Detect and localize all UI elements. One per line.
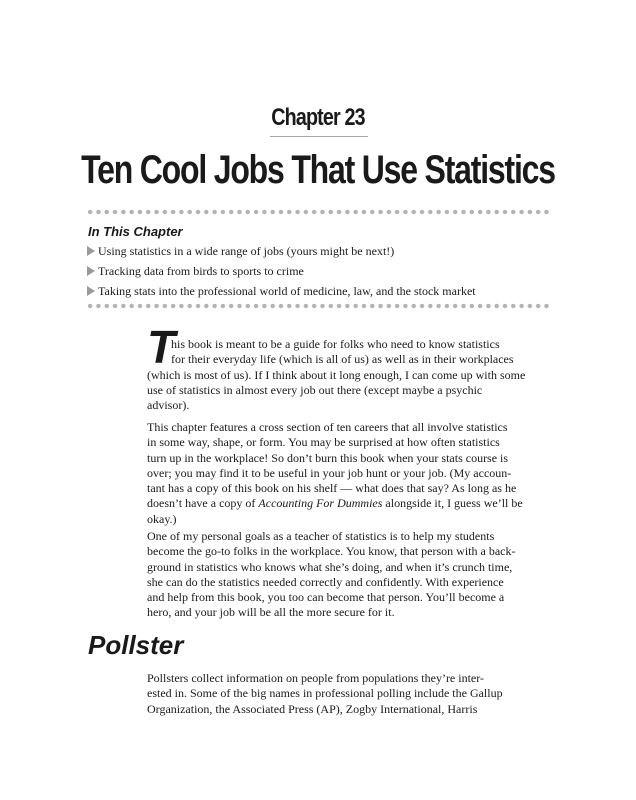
chapter-label: Chapter 23 — [271, 104, 365, 131]
triangle-bullet-icon — [87, 266, 95, 276]
in-this-chapter-heading: In This Chapter — [88, 224, 183, 239]
intro-paragraph-3 — [147, 529, 552, 621]
pollster-paragraph — [147, 671, 552, 717]
text-line: turn up in the workplace! So don’t burn this book when your stats course is — [147, 450, 509, 465]
triangle-bullet-icon — [87, 246, 95, 256]
book-title-italic: Accounting For Dummies — [258, 496, 383, 511]
text-line: ground in statistics who knows what she’s doing, and when it’s crunch time, — [147, 559, 513, 574]
list-item — [87, 281, 476, 301]
text-line: This chapter features a cross section of ten careers that all involve statistics — [147, 420, 508, 434]
text-line — [147, 496, 552, 511]
text-line: tant has a copy of this book on his shelf — what does that say? As long as he — [147, 481, 517, 496]
bullet-text: Using statistics in a wide range of jobs (yours might be next!) — [98, 244, 395, 258]
chapter-underline — [270, 136, 368, 137]
list-item — [87, 261, 476, 281]
bullet-text: Tracking data from birds to sports to crime — [98, 264, 304, 278]
dotted-divider-top — [86, 209, 552, 215]
text-line: ested in. Some of the big names in professional polling include the Gallup — [147, 686, 503, 701]
text-line: in some way, shape, or form. You may be surprised at how often statistics — [147, 435, 500, 450]
text-line: Organization, the Associated Press (AP), Zogby International, Harris — [147, 701, 478, 716]
intro-paragraph-2 — [147, 420, 552, 527]
text-line: hero, and your job will be all the more secure for it. — [147, 605, 395, 620]
chapter-title: Ten Cool Jobs That Use Statistics — [81, 148, 555, 192]
bullet-text: Taking stats into the professional world of medicine, law, and the stock market — [98, 284, 476, 298]
triangle-bullet-icon — [87, 286, 95, 296]
text-line: become the go-to folks in the workplace. You know, that person with a back- — [147, 544, 516, 559]
intro-paragraph-1 — [147, 337, 552, 413]
text-line: his book is meant to be a guide for folks who need to know statistics — [171, 337, 500, 351]
chapter-bullet-list — [87, 241, 476, 301]
text-line: she can do the statistics needed correctly and confidently. With experience — [147, 574, 504, 589]
text-line: Pollsters collect information on people from populations they’re inter- — [147, 671, 485, 685]
text-run: doesn’t have a copy of — [147, 496, 259, 511]
text-line: One of my personal goals as a teacher of statistics is to help my students — [147, 529, 495, 543]
text-line: over; you may find it to be useful in your job hunt or your job. (My accoun- — [147, 465, 512, 480]
text-run: alongside it, I guess we’ll be — [382, 496, 523, 511]
section-heading-pollster: Pollster — [88, 630, 184, 660]
list-item — [87, 241, 476, 261]
text-line: advisor). — [147, 398, 190, 413]
drop-cap: T — [147, 321, 176, 373]
text-line: okay.) — [147, 511, 177, 526]
text-line: for their everyday life (which is all of us) as well as in their workplaces — [171, 352, 514, 367]
text-line: and help from this book, you too can become that person. You’ll become a — [147, 590, 505, 605]
dotted-divider-bottom — [86, 303, 552, 309]
text-line: use of statistics in almost every job out there (except maybe a psychic — [147, 382, 483, 397]
text-line: (which is most of us). If I think about it long enough, I can come up with some — [147, 367, 526, 382]
